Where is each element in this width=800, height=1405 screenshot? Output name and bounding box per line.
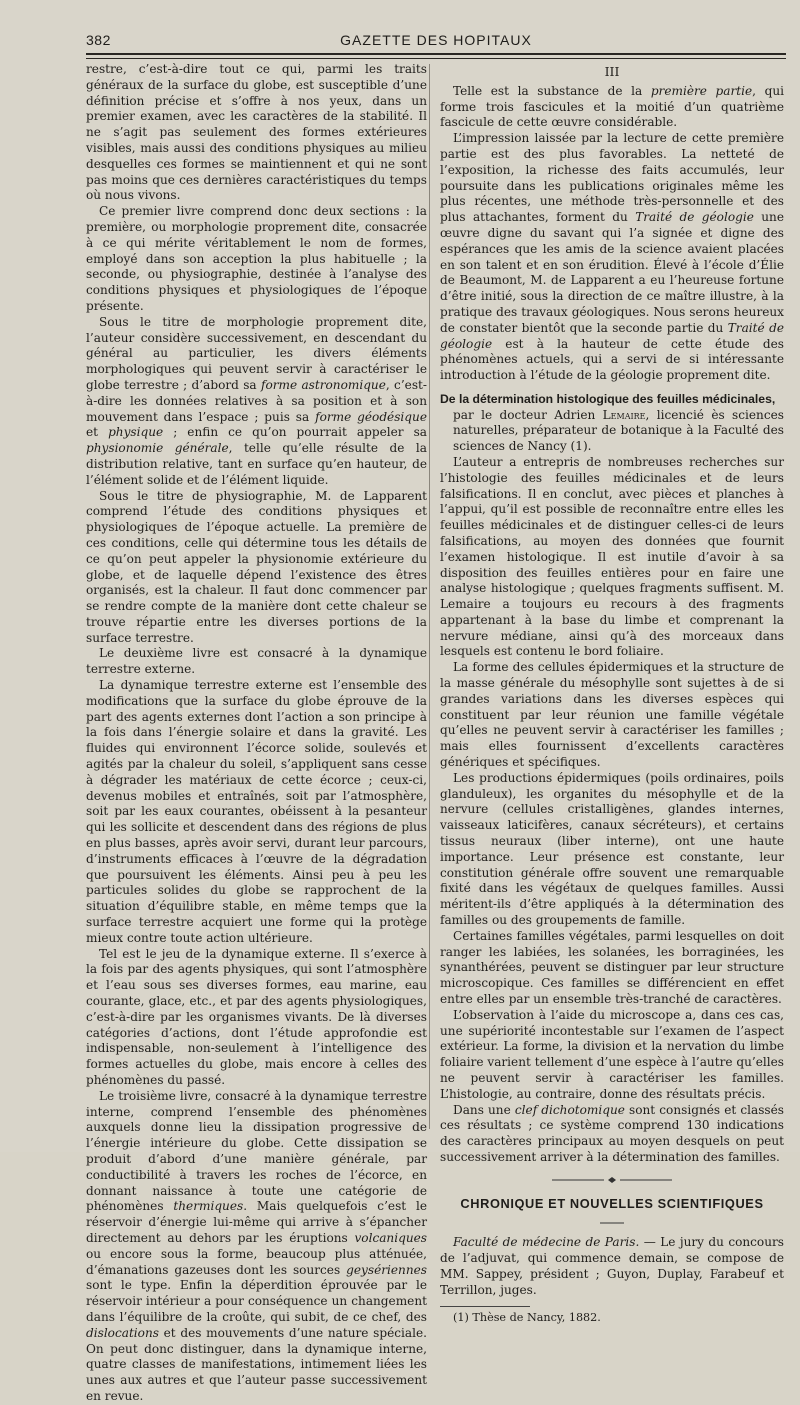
page-header	[86, 28, 786, 54]
header-rule-thin	[86, 58, 786, 59]
paragraph: L’observation à l’aide du microscope a, dans ces cas, une supériorité incontestable sur l’examen de l’aspect extérieur. La forme, la division et la nervation du limbe foliaire varient tellement d’une espèce à l’autre qu’elles ne peuvent servir à caractériser les familles. L’histologie, au contraire, donne des résultats précis.	[440, 1007, 784, 1101]
paragraph: Le deuxième livre est consacré à la dynamique terrestre externe.	[86, 646, 427, 677]
chronicle-title: CHRONIQUE ET NOUVELLES SCIENTIFIQUES	[460, 1195, 764, 1211]
footnote: (1) Thèse de Nancy, 1882.	[453, 1311, 601, 1325]
column-divider	[429, 64, 430, 1129]
right-column	[440, 62, 784, 1326]
paragraph: Tel est le jeu de la dynamique externe. Il s’exerce à la fois par des agents physiques, qui sont l’atmosphère et l’eau sous ses diverses formes, eau marine, eau courante, glace, etc., et par des agents physiologiques, c’est-à-dire par les organismes vivants. De là diverses catégories d’actions, dont l’étude approfondie est indispensable, non-seulement à l’intelligence des formes actuelles du globe, mais encore à celles des phénomènes du passé.	[86, 946, 427, 1087]
paragraph: L’impression laissée par la lecture de cette première partie est des plus favorables. La netteté de l’exposition, la richesse des faits accumulés, leur poursuite dans les publications originales même les plus récentes, une méthode très-personnelle et des plus attachantes, forment du Traité de géologie une œuvre digne du savant qui l’a signée et digne des espérances que les amis de la science avaient placées en son talent et en son érudition. Élevé à l’école d’Élie de Beaumont, M. de Lapparent a eu l’heureuse fortune d’être initié, sous la direction de ce maître illustre, à la pratique des travaux géologiques. Nous serons heureux de constater bientôt que la seconde partie du Traité de géologie est à la hauteur de cette étude des phénomènes actuels, qui a servi de si intéressante introduction à l’étude de la géologie proprement dite.	[440, 131, 784, 383]
paragraph: La forme des cellules épidermiques et la structure de la masse générale du mésophylle sont sujettes à de si grandes variations dans les diverses espèces qui constituent par leur réunion une famille végétale qu’elles ne peuvent servir à caractériser les familles ; mais elles fournissent d’excellents caractères génériques et spécifiques.	[440, 660, 784, 770]
section-number: III	[604, 64, 620, 79]
journal-title: GAZETTE DES HOPITAUX	[340, 32, 532, 48]
paragraph: restre, c’est-à-dire tout ce qui, parmi les traits généraux de la surface du globe, est susceptible d’une définition précise et s’offre à nos yeux, dans un premier examen, avec les caractères de la stabilité. Il ne s’agit pas seulement des formes extérieures visibles, mais aussi des conditions physiques au milieu desquelles ces formes se maintiennent et qui ne sont pas moins que ces dernières caractéristiques du temps où nous vivons.	[86, 62, 427, 203]
author-name: Lemaire	[602, 407, 646, 422]
header-rule-thick	[86, 53, 786, 55]
paragraph: Dans une clef dichotomique sont consignés et classés ces résultats ; ce système comprend 130 indications des caractères principaux au moyen desquels on peut successivement arriver à la détermination des familles.	[440, 1102, 784, 1164]
paragraph: La dynamique terrestre externe est l’ensemble des modifications que la surface du globe éprouve de la part des agents externes dont l’action a son principe à la fois dans l’énergie solaire et dans la gravité. Les fluides qui environnent l’écorce solide, soulevés et agités par la chaleur du soleil, s’appliquent sans cesse à dégrader les matériaux de cette écorce ; ceux-ci, devenus mobiles et entraînés, soit par l’atmosphère, soit par les eaux courantes, obéissent à la pesanteur qui les sollicite et descendent dans des régions de plus en plus basses, après avoir servi, durant leur parcours, d’instruments efficaces à l’œuvre de la dégradation que poursuivent les éléments. Ainsi peu à peu les particules solides du globe se rapprochent de la situation d’équilibre stable, en même temps que la surface terrestre acquiert une forme qui la protège mieux contre toute action ultérieure.	[86, 678, 427, 945]
footnote-rule	[440, 1306, 530, 1307]
title-dash	[440, 1215, 784, 1231]
paragraph: Sous le titre de morphologie proprement dite, l’auteur considère successivement, en descendant du général au particulier, les divers éléments morphologiques qui peuvent servir à caractériser le globe terrestre ; d’abord sa forme astronomique, c’est-à-dire les données relatives à sa position et à son mouvement dans l’espace ; puis sa forme géodésique et physique ; enfin ce qu’on pourrait appeler sa physionomie générale, telle qu’elle résulte de la distribution relative, tant en surface qu’en hauteur, de l’élément solide et de l’élément liquide.	[86, 314, 427, 487]
paragraph: Telle est la substance de la première partie, qui forme trois fascicules et la moitié d’un quatrième fascicule de cette œuvre considérable.	[440, 83, 784, 130]
ornament-rule-icon	[552, 1176, 672, 1184]
page-number: 382	[86, 32, 111, 48]
paragraph: Sous le titre de physiographie, M. de Lapparent comprend l’étude des conditions physiques et physiologiques de l’époque actuelle. La première de ces conditions, celle qui détermine tous les détails de ce qu’on peut appeler la physionomie extérieure du globe, et de laquelle dépend l’existence des êtres organisés, est la chaleur. Il faut donc commencer par se rendre compte de la manière dont cette chaleur se trouve répartie entre les diverses portions de la surface terrestre.	[86, 488, 427, 645]
paragraph: Les productions épidermiques (poils ordinaires, poils glanduleux), les organites du mésophylle et de la nervure (cellules cristalligènes, glandes internes, vaisseaux laticifères, canaux sécréteurs), et certains tissus neuraux (liber interne), ont une haute importance. Leur présence est constante, leur constitution générale offre souvent une remarquable fixité dans les végétaux de quelques familles. Aussi méritent-ils d’être appliqués à la détermination des familles ou des groupements de famille.	[440, 770, 784, 928]
paragraph: Ce premier livre comprend donc deux sections : la première, ou morphologie proprement dite, consacrée à ce qui mérite véritablement le nom de formes, employé dans son acception la plus habituelle ; la seconde, ou physiographie, destinée à l’analyse des conditions physiques et physiologiques de l’époque présente.	[86, 204, 427, 313]
paragraph: Certaines familles végétales, parmi lesquelles on doit ranger les labiées, les solanées, les borraginées, les synanthérées, peuvent se distinguer par leur structure microscopique. Ces familles se différencient en effet entre elles par un ensemble très-tranché de caractères.	[440, 928, 784, 1007]
paragraph: Faculté de médecine de Paris. — Le jury du concours de l’adjuvat, qui commence demain, se compose de MM. Sappey, président ; Guyon, Duplay, Farabeuf et Terrillon, juges.	[440, 1235, 784, 1297]
paragraph: Le troisième livre, consacré à la dynamique terrestre interne, comprend l’ensemble des phénomènes auxquels donne lieu la dissipation progressive de l’énergie intérieure du globe. Cette dissipation se produit d’abord d’une manière générale, par conductibilité à travers les roches de l’écorce, en donnant naissance à toute une catégorie de phénomènes thermiques. Mais quelquefois c’est le réservoir d’énergie lui-même qui arrive à s’épancher directement au dehors par les éruptions volcaniques ou encore sous la forme, beaucoup plus atténuée, d’émanations gazeuses dont les sources geysériennes sont le type. Enfin la déperdition éprouvée par le réservoir intérieur a pour conséquence un changement dans l’équilibre de la croûte, qui subit, de ce chef, des dislocations et des mouvements d’une nature spéciale. On peut donc distinguer, dans la dynamique interne, quatre classes de manifestations, intimement liées les unes aux autres et que l’auteur passe successivement en revue.	[86, 1088, 427, 1403]
article-title: De la détermination histologique des feuilles médicinales,	[440, 391, 776, 406]
left-column	[86, 62, 427, 1405]
ornament-divider	[440, 1174, 784, 1190]
article-byline: par le docteur Adrien Lemaire, licencié ès sciences naturelles, préparateur de botanique à la Faculté des sciences de Nancy (1).	[453, 407, 784, 454]
paragraph: L’auteur a entrepris de nombreuses recherches sur l’histologie des feuilles médicinales et de leurs falsifications. Il en conclut, avec pièces et planches à l’appui, qu’il est possible de reconnaître entre elles les feuilles médicinales et de distinguer celles-ci de leurs falsifications, au moyen des données que fournit l’examen histologique. Il est inutile d’avoir à sa disposition des feuilles entières pour en faire une analyse histologique ; quelques fragments suffisent. M. Lemaire a toujours eu recours à des fragments appartenant à la base du limbe et comprenant la nervure médiane, ainsi qu’à des morceaux dans lesquels est contenu le bord foliaire.	[440, 454, 784, 659]
